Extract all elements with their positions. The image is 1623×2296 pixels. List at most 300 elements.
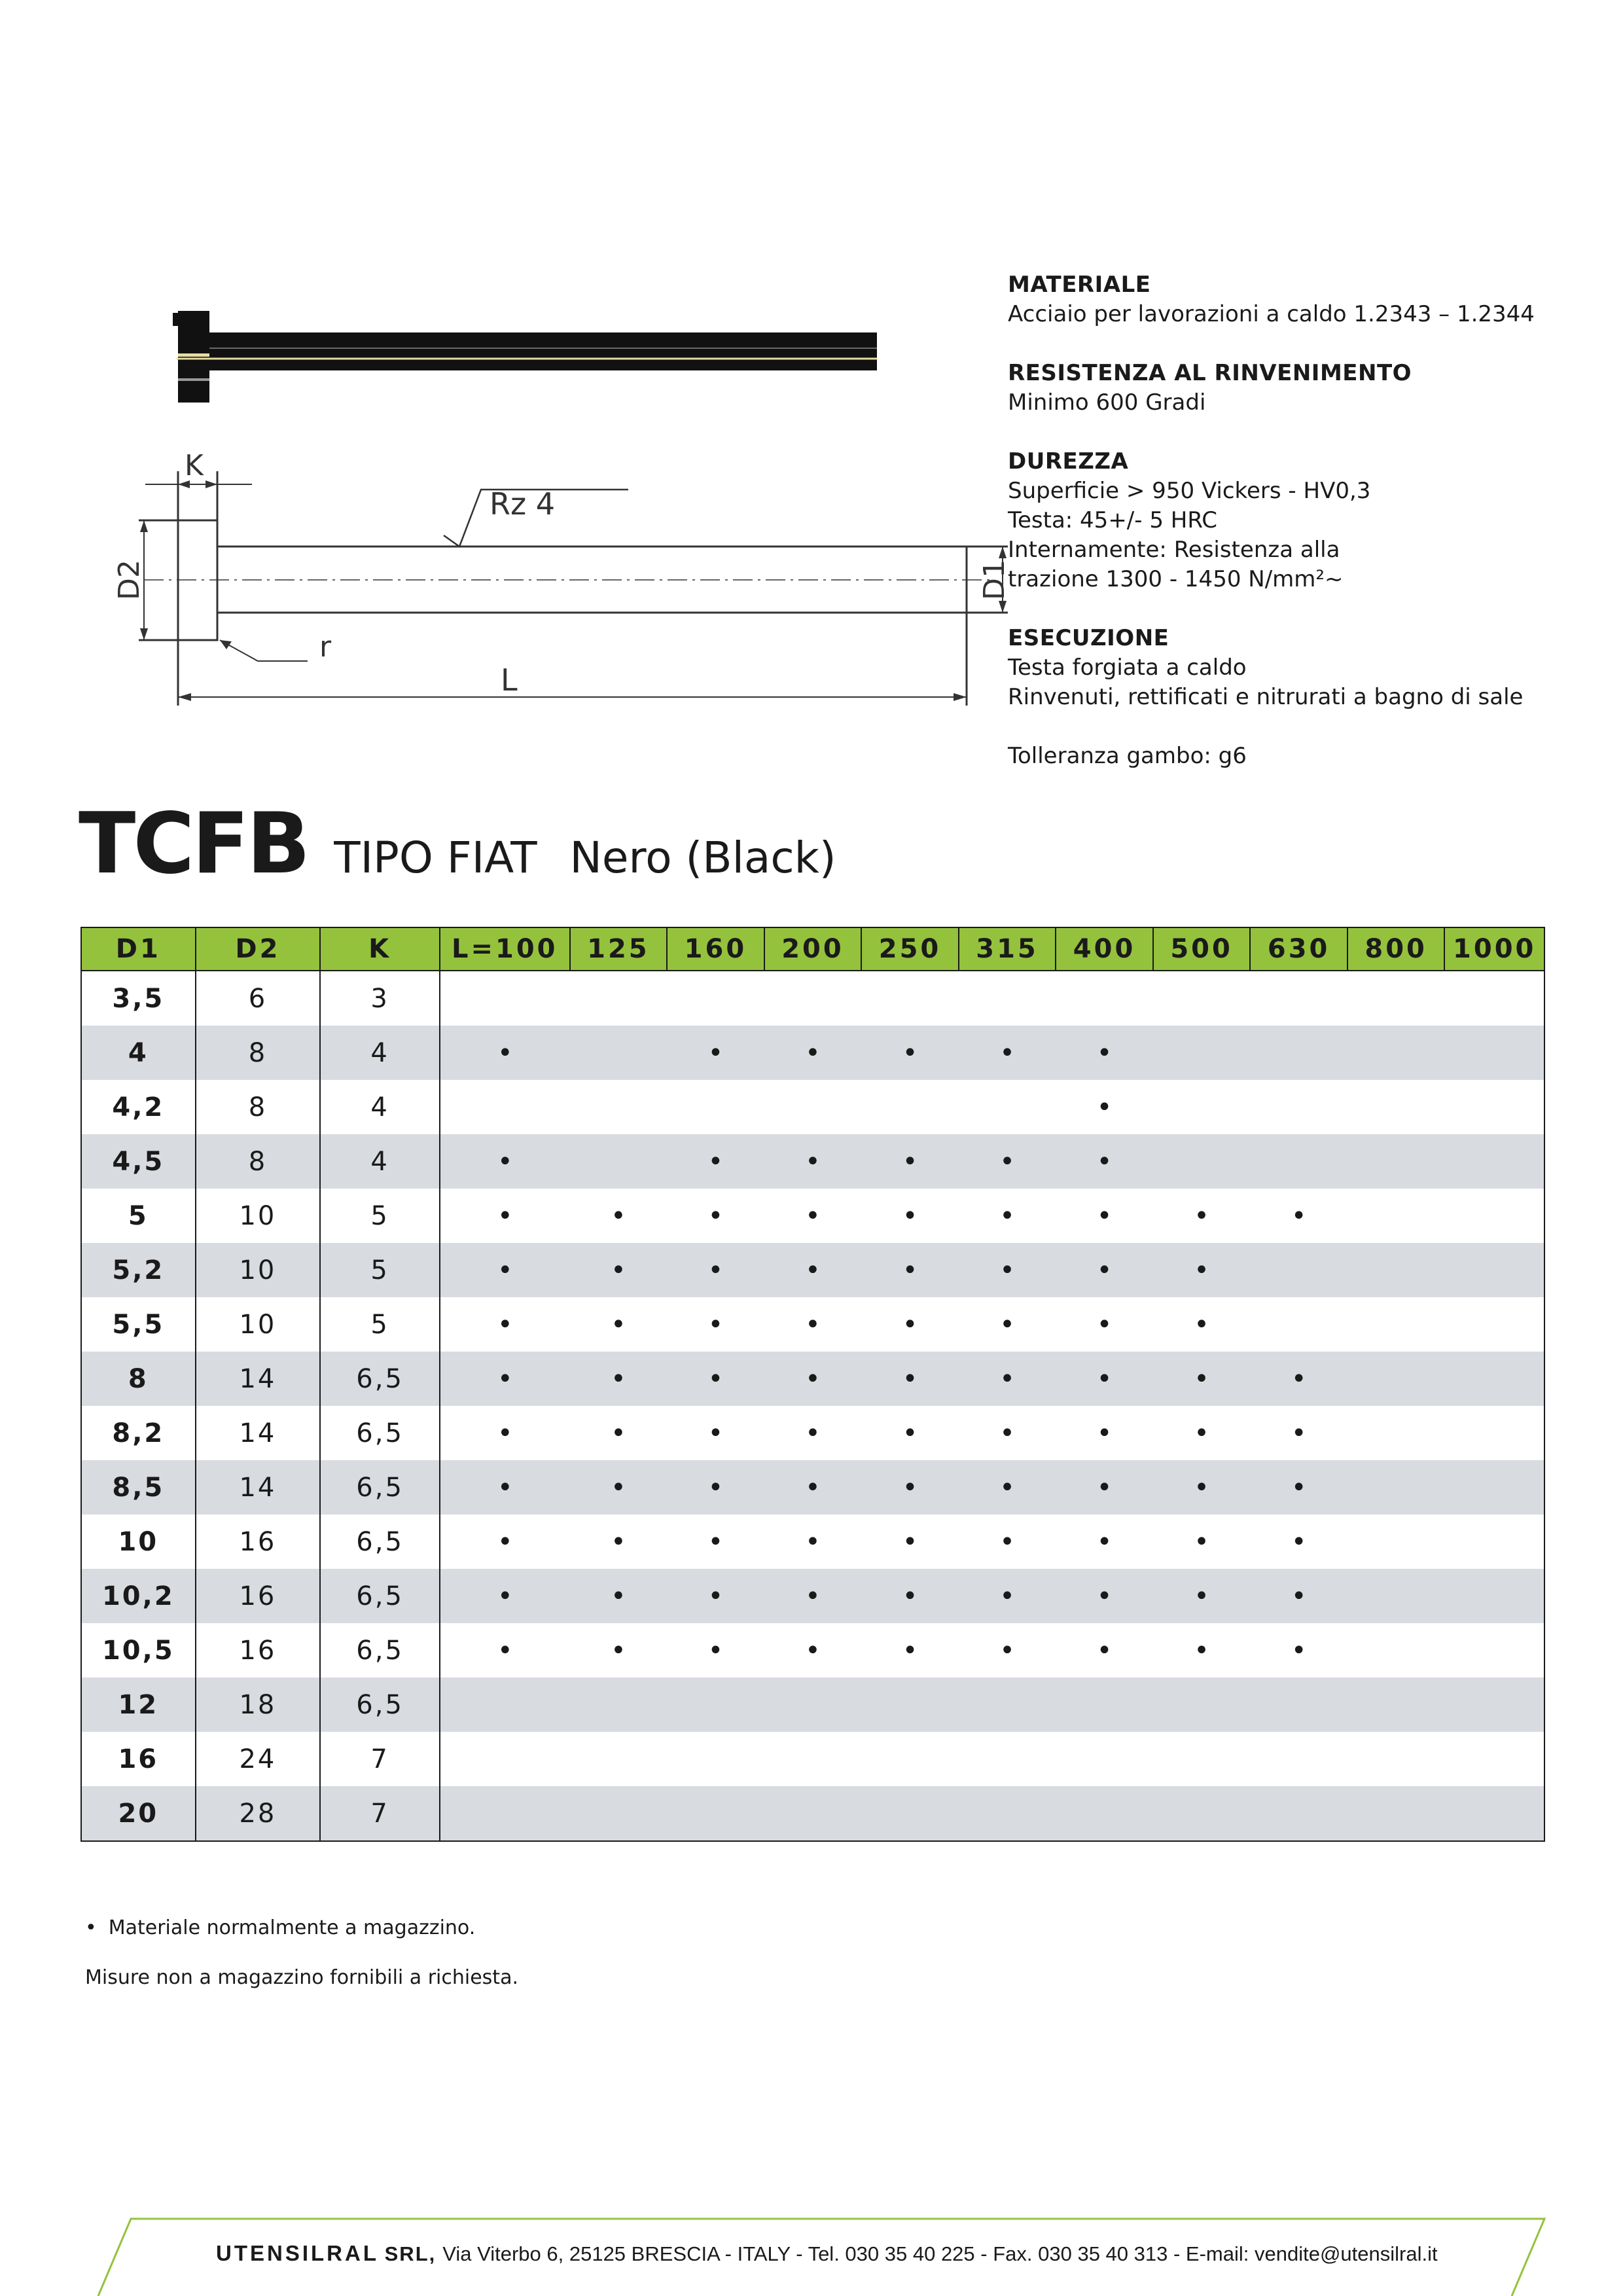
cell-d1: 20 bbox=[81, 1786, 196, 1841]
spec-title: ESECUZIONE bbox=[1008, 625, 1169, 651]
available-dot-icon: • bbox=[805, 1309, 821, 1340]
column-header: 200 bbox=[764, 927, 862, 971]
availability-cell bbox=[1153, 1080, 1251, 1134]
technical-drawing bbox=[98, 432, 1011, 726]
available-dot-icon: • bbox=[999, 1255, 1015, 1285]
table-row bbox=[81, 1677, 1544, 1732]
availability-cell bbox=[570, 1569, 668, 1623]
available-dot-icon: • bbox=[902, 1581, 918, 1611]
availability-cell bbox=[1153, 1297, 1251, 1352]
label-rz: Rz 4 bbox=[490, 486, 555, 522]
availability-cell bbox=[440, 1243, 570, 1297]
availability-cell bbox=[959, 971, 1056, 1026]
availability-cell bbox=[667, 1732, 764, 1786]
available-dot-icon: • bbox=[1194, 1472, 1209, 1503]
available-dot-icon: • bbox=[1194, 1581, 1209, 1611]
availability-cell bbox=[1056, 1460, 1153, 1515]
available-dot-icon: • bbox=[902, 1309, 918, 1340]
availability-cell bbox=[764, 1297, 862, 1352]
availability-cell bbox=[1056, 1569, 1153, 1623]
availability-cell bbox=[570, 1134, 668, 1189]
availability-cell bbox=[1444, 1297, 1544, 1352]
availability-cell bbox=[1347, 1515, 1445, 1569]
availability-cell bbox=[959, 1569, 1056, 1623]
spec-esecuzione bbox=[1008, 624, 1597, 712]
availability-cell bbox=[1444, 1515, 1544, 1569]
availability-cell bbox=[1347, 1732, 1445, 1786]
available-dot-icon: • bbox=[902, 1635, 918, 1666]
spec-title: DUREZZA bbox=[1008, 448, 1129, 475]
available-dot-icon: • bbox=[1096, 1472, 1113, 1503]
product-photo bbox=[170, 308, 890, 406]
cell-k: 6,5 bbox=[320, 1406, 440, 1460]
availability-cell bbox=[1153, 971, 1251, 1026]
availability-cell bbox=[861, 1732, 959, 1786]
availability-cell bbox=[440, 1677, 570, 1732]
available-dot-icon: • bbox=[497, 1526, 513, 1557]
availability-cell bbox=[764, 1515, 862, 1569]
available-dot-icon: • bbox=[497, 1146, 513, 1177]
spec-line: trazione 1300 - 1450 N/mm²~ bbox=[1008, 566, 1344, 592]
cell-d1: 8,2 bbox=[81, 1406, 196, 1460]
availability-cell bbox=[1056, 1134, 1153, 1189]
availability-cell bbox=[1347, 1243, 1445, 1297]
availability-cell bbox=[1250, 1352, 1347, 1406]
company-name: UTENSILRAL bbox=[216, 2241, 379, 2265]
available-dot-icon: • bbox=[707, 1363, 724, 1394]
column-header: D2 bbox=[196, 927, 321, 971]
available-dot-icon: • bbox=[611, 1255, 626, 1285]
available-dot-icon: • bbox=[497, 1472, 513, 1503]
available-dot-icon: • bbox=[999, 1363, 1015, 1394]
availability-cell bbox=[1444, 1243, 1544, 1297]
cell-d2: 8 bbox=[196, 1080, 321, 1134]
availability-cell bbox=[959, 1786, 1056, 1841]
availability-cell bbox=[570, 1677, 668, 1732]
availability-cell bbox=[1347, 1460, 1445, 1515]
availability-cell bbox=[570, 1732, 668, 1786]
spec-title: RESISTENZA AL RINVENIMENTO bbox=[1008, 360, 1412, 386]
column-header: 160 bbox=[667, 927, 764, 971]
availability-cell bbox=[1347, 1623, 1445, 1677]
available-dot-icon: • bbox=[1096, 1418, 1113, 1448]
cell-d2: 14 bbox=[196, 1406, 321, 1460]
cell-d1: 5,2 bbox=[81, 1243, 196, 1297]
table-row bbox=[81, 1460, 1544, 1515]
available-dot-icon: • bbox=[999, 1472, 1015, 1503]
column-header: 250 bbox=[861, 927, 959, 971]
available-dot-icon: • bbox=[902, 1472, 918, 1503]
availability-cell bbox=[861, 971, 959, 1026]
available-dot-icon: • bbox=[1096, 1309, 1113, 1340]
availability-cell bbox=[1153, 1569, 1251, 1623]
available-dot-icon: • bbox=[1291, 1526, 1307, 1557]
product-code: TCFB bbox=[79, 795, 308, 893]
available-dot-icon: • bbox=[805, 1255, 821, 1285]
spec-line: Minimo 600 Gradi bbox=[1008, 389, 1206, 416]
availability-cell bbox=[570, 1189, 668, 1243]
note-request: Misure non a magazzino fornibili a richiesta. bbox=[85, 1966, 518, 1989]
available-dot-icon: • bbox=[611, 1309, 626, 1340]
available-dot-icon: • bbox=[902, 1146, 918, 1177]
availability-cell bbox=[1056, 1786, 1153, 1841]
availability-cell bbox=[1347, 1080, 1445, 1134]
availability-cell bbox=[1250, 1134, 1347, 1189]
notes bbox=[85, 1903, 518, 2003]
availability-cell bbox=[1056, 971, 1153, 1026]
availability-cell bbox=[667, 1569, 764, 1623]
availability-cell bbox=[570, 1026, 668, 1080]
availability-cell bbox=[861, 1623, 959, 1677]
available-dot-icon: • bbox=[497, 1037, 513, 1068]
availability-cell bbox=[1444, 1134, 1544, 1189]
label-r: r bbox=[319, 630, 332, 664]
availability-cell bbox=[1250, 1406, 1347, 1460]
available-dot-icon: • bbox=[805, 1037, 821, 1068]
footer-contact bbox=[216, 2241, 1438, 2266]
availability-cell bbox=[667, 1623, 764, 1677]
available-dot-icon: • bbox=[611, 1635, 626, 1666]
availability-cell bbox=[959, 1623, 1056, 1677]
spec-line: Tolleranza gambo: g6 bbox=[1008, 743, 1247, 769]
availability-cell bbox=[1250, 1786, 1347, 1841]
availability-cell bbox=[1153, 1352, 1251, 1406]
column-header: 630 bbox=[1250, 927, 1347, 971]
availability-cell bbox=[1444, 1080, 1544, 1134]
cell-k: 6,5 bbox=[320, 1352, 440, 1406]
table-row bbox=[81, 1406, 1544, 1460]
table-row bbox=[81, 1026, 1544, 1080]
cell-d2: 14 bbox=[196, 1460, 321, 1515]
available-dot-icon: • bbox=[707, 1309, 724, 1340]
availability-cell bbox=[667, 971, 764, 1026]
cell-d1: 16 bbox=[81, 1732, 196, 1786]
cell-d1: 12 bbox=[81, 1677, 196, 1732]
availability-cell bbox=[764, 1786, 862, 1841]
availability-cell bbox=[959, 1515, 1056, 1569]
availability-cell bbox=[764, 1460, 862, 1515]
availability-cell bbox=[1347, 1297, 1445, 1352]
availability-cell bbox=[764, 1243, 862, 1297]
spec-line: Rinvenuti, rettificati e nitrurati a bagno di sale bbox=[1008, 684, 1524, 710]
cell-k: 3 bbox=[320, 971, 440, 1026]
availability-cell bbox=[1250, 1569, 1347, 1623]
availability-cell bbox=[764, 1732, 862, 1786]
note-stock bbox=[85, 1903, 518, 1953]
availability-table-wrap bbox=[80, 927, 1545, 1842]
availability-cell bbox=[861, 1134, 959, 1189]
table-row bbox=[81, 1515, 1544, 1569]
available-dot-icon: • bbox=[1291, 1200, 1307, 1231]
table-row bbox=[81, 1243, 1544, 1297]
available-dot-icon: • bbox=[1096, 1363, 1113, 1394]
spec-tolleranza bbox=[1008, 742, 1597, 771]
cell-d1: 4,2 bbox=[81, 1080, 196, 1134]
available-dot-icon: • bbox=[707, 1581, 724, 1611]
cell-k: 6,5 bbox=[320, 1623, 440, 1677]
availability-cell bbox=[1153, 1623, 1251, 1677]
specifications bbox=[1008, 270, 1597, 800]
availability-cell bbox=[1153, 1243, 1251, 1297]
availability-cell bbox=[1347, 1352, 1445, 1406]
available-dot-icon: • bbox=[1096, 1581, 1113, 1611]
availability-cell bbox=[861, 1080, 959, 1134]
availability-cell bbox=[440, 1732, 570, 1786]
cell-k: 5 bbox=[320, 1243, 440, 1297]
availability-cell bbox=[1153, 1677, 1251, 1732]
availability-cell bbox=[959, 1134, 1056, 1189]
availability-cell bbox=[667, 1352, 764, 1406]
available-dot-icon: • bbox=[611, 1200, 626, 1231]
available-dot-icon: • bbox=[707, 1146, 724, 1177]
cell-k: 4 bbox=[320, 1080, 440, 1134]
availability-cell bbox=[1250, 1515, 1347, 1569]
available-dot-icon: • bbox=[999, 1200, 1015, 1231]
availability-cell bbox=[440, 1786, 570, 1841]
available-dot-icon: • bbox=[707, 1472, 724, 1503]
available-dot-icon: • bbox=[902, 1526, 918, 1557]
available-dot-icon: • bbox=[999, 1146, 1015, 1177]
availability-cell bbox=[440, 1406, 570, 1460]
cell-d2: 10 bbox=[196, 1243, 321, 1297]
availability-cell bbox=[1347, 1134, 1445, 1189]
availability-cell bbox=[764, 971, 862, 1026]
availability-cell bbox=[1444, 1786, 1544, 1841]
cell-d2: 24 bbox=[196, 1732, 321, 1786]
table-row bbox=[81, 1134, 1544, 1189]
availability-cell bbox=[1056, 1406, 1153, 1460]
availability-cell bbox=[1444, 1026, 1544, 1080]
availability-cell bbox=[1250, 1080, 1347, 1134]
available-dot-icon: • bbox=[805, 1526, 821, 1557]
availability-cell bbox=[1056, 1623, 1153, 1677]
available-dot-icon: • bbox=[1096, 1255, 1113, 1285]
column-header: D1 bbox=[81, 927, 196, 971]
product-color: Nero (Black) bbox=[569, 833, 836, 883]
cell-d2: 16 bbox=[196, 1569, 321, 1623]
availability-cell bbox=[959, 1732, 1056, 1786]
cell-k: 4 bbox=[320, 1026, 440, 1080]
cell-k: 6,5 bbox=[320, 1569, 440, 1623]
available-dot-icon: • bbox=[707, 1418, 724, 1448]
availability-cell bbox=[959, 1677, 1056, 1732]
availability-cell bbox=[1250, 1243, 1347, 1297]
availability-cell bbox=[1056, 1515, 1153, 1569]
availability-cell bbox=[764, 1026, 862, 1080]
table-header-row bbox=[81, 927, 1544, 971]
available-dot-icon: • bbox=[805, 1472, 821, 1503]
availability-cell bbox=[570, 1080, 668, 1134]
availability-cell bbox=[1250, 1623, 1347, 1677]
label-d1: D1 bbox=[978, 560, 1011, 600]
table-row bbox=[81, 1732, 1544, 1786]
availability-cell bbox=[1250, 1677, 1347, 1732]
availability-cell bbox=[1056, 1677, 1153, 1732]
availability-cell bbox=[1444, 1732, 1544, 1786]
availability-table bbox=[80, 927, 1545, 1842]
available-dot-icon: • bbox=[497, 1200, 513, 1231]
availability-cell bbox=[1444, 1406, 1544, 1460]
availability-cell bbox=[570, 1786, 668, 1841]
availability-cell bbox=[1153, 1732, 1251, 1786]
availability-cell bbox=[1153, 1786, 1251, 1841]
cell-d2: 28 bbox=[196, 1786, 321, 1841]
available-dot-icon: • bbox=[902, 1363, 918, 1394]
availability-cell bbox=[667, 1406, 764, 1460]
availability-cell bbox=[667, 1189, 764, 1243]
column-header: 125 bbox=[570, 927, 668, 971]
column-header: 800 bbox=[1347, 927, 1445, 971]
availability-cell bbox=[1444, 1569, 1544, 1623]
cell-k: 4 bbox=[320, 1134, 440, 1189]
cell-d1: 5 bbox=[81, 1189, 196, 1243]
availability-cell bbox=[1444, 1623, 1544, 1677]
availability-cell bbox=[1250, 1732, 1347, 1786]
available-dot-icon: • bbox=[902, 1418, 918, 1448]
spec-line: Internamente: Resistenza alla bbox=[1008, 537, 1340, 563]
available-dot-icon: • bbox=[902, 1037, 918, 1068]
cell-d2: 18 bbox=[196, 1677, 321, 1732]
cell-d1: 10 bbox=[81, 1515, 196, 1569]
available-dot-icon: • bbox=[497, 1255, 513, 1285]
availability-cell bbox=[1444, 1460, 1544, 1515]
available-dot-icon: • bbox=[1194, 1255, 1209, 1285]
available-dot-icon: • bbox=[1291, 1635, 1307, 1666]
availability-cell bbox=[440, 1460, 570, 1515]
company-details: Via Viterbo 6, 25125 BRESCIA - ITALY - Tel. 030 35 40 225 - Fax. 030 35 40 313 - E-mail: vendite@utensilral.it bbox=[442, 2242, 1438, 2265]
available-dot-icon: • bbox=[805, 1418, 821, 1448]
cell-d2: 16 bbox=[196, 1515, 321, 1569]
column-header: 315 bbox=[959, 927, 1056, 971]
spec-line: Testa: 45+/- 5 HRC bbox=[1008, 507, 1218, 533]
availability-cell bbox=[764, 1189, 862, 1243]
availability-cell bbox=[861, 1297, 959, 1352]
availability-cell bbox=[861, 1677, 959, 1732]
availability-cell bbox=[764, 1569, 862, 1623]
cell-k: 5 bbox=[320, 1189, 440, 1243]
availability-cell bbox=[570, 1297, 668, 1352]
spec-materiale bbox=[1008, 270, 1597, 329]
availability-cell bbox=[667, 1080, 764, 1134]
product-heading bbox=[79, 795, 836, 893]
cell-d1: 10,5 bbox=[81, 1623, 196, 1677]
product-subtitle: TIPO FIAT bbox=[334, 833, 537, 883]
available-dot-icon: • bbox=[999, 1037, 1015, 1068]
availability-cell bbox=[570, 1515, 668, 1569]
available-dot-icon: • bbox=[497, 1309, 513, 1340]
availability-cell bbox=[764, 1080, 862, 1134]
availability-cell bbox=[440, 1569, 570, 1623]
footer bbox=[98, 2217, 1551, 2296]
availability-cell bbox=[764, 1134, 862, 1189]
availability-cell bbox=[1153, 1460, 1251, 1515]
spec-title: MATERIALE bbox=[1008, 272, 1151, 298]
cell-d1: 4,5 bbox=[81, 1134, 196, 1189]
cell-d2: 16 bbox=[196, 1623, 321, 1677]
availability-cell bbox=[1250, 1460, 1347, 1515]
label-l: L bbox=[501, 662, 518, 698]
available-dot-icon: • bbox=[707, 1200, 724, 1231]
availability-cell bbox=[861, 1515, 959, 1569]
column-header: 500 bbox=[1153, 927, 1251, 971]
availability-cell bbox=[764, 1406, 862, 1460]
availability-cell bbox=[667, 1026, 764, 1080]
availability-cell bbox=[1444, 971, 1544, 1026]
availability-cell bbox=[440, 1297, 570, 1352]
cell-d2: 8 bbox=[196, 1134, 321, 1189]
availability-cell bbox=[667, 1297, 764, 1352]
available-dot-icon: • bbox=[999, 1635, 1015, 1666]
available-dot-icon: • bbox=[707, 1255, 724, 1285]
cell-k: 7 bbox=[320, 1732, 440, 1786]
available-dot-icon: • bbox=[1194, 1309, 1209, 1340]
availability-cell bbox=[1250, 1297, 1347, 1352]
availability-cell bbox=[861, 1786, 959, 1841]
availability-cell bbox=[959, 1352, 1056, 1406]
table-row bbox=[81, 1623, 1544, 1677]
available-dot-icon: • bbox=[805, 1635, 821, 1666]
availability-cell bbox=[861, 1406, 959, 1460]
availability-cell bbox=[1347, 1677, 1445, 1732]
availability-cell bbox=[440, 971, 570, 1026]
table-row bbox=[81, 971, 1544, 1026]
availability-cell bbox=[667, 1460, 764, 1515]
table-row bbox=[81, 1080, 1544, 1134]
table-row bbox=[81, 1569, 1544, 1623]
available-dot-icon: • bbox=[1291, 1472, 1307, 1503]
availability-cell bbox=[667, 1515, 764, 1569]
availability-cell bbox=[667, 1243, 764, 1297]
availability-cell bbox=[440, 1134, 570, 1189]
label-k: K bbox=[185, 449, 204, 482]
availability-cell bbox=[570, 1460, 668, 1515]
cell-d2: 8 bbox=[196, 1026, 321, 1080]
available-dot-icon: • bbox=[1096, 1526, 1113, 1557]
available-dot-icon: • bbox=[497, 1363, 513, 1394]
availability-cell bbox=[570, 1623, 668, 1677]
available-dot-icon: • bbox=[497, 1635, 513, 1666]
available-dot-icon: • bbox=[805, 1363, 821, 1394]
available-dot-icon: • bbox=[999, 1581, 1015, 1611]
table-row bbox=[81, 1352, 1544, 1406]
cell-d1: 5,5 bbox=[81, 1297, 196, 1352]
availability-cell bbox=[1056, 1189, 1153, 1243]
available-dot-icon: • bbox=[611, 1363, 626, 1394]
availability-cell bbox=[959, 1080, 1056, 1134]
availability-cell bbox=[861, 1189, 959, 1243]
cell-d2: 10 bbox=[196, 1189, 321, 1243]
availability-cell bbox=[667, 1786, 764, 1841]
available-dot-icon: • bbox=[1194, 1418, 1209, 1448]
availability-cell bbox=[570, 1406, 668, 1460]
availability-cell bbox=[861, 1460, 959, 1515]
availability-cell bbox=[1347, 1786, 1445, 1841]
availability-cell bbox=[1444, 1189, 1544, 1243]
cell-d1: 8 bbox=[81, 1352, 196, 1406]
availability-cell bbox=[1056, 1026, 1153, 1080]
available-dot-icon: • bbox=[497, 1418, 513, 1448]
availability-cell bbox=[1444, 1352, 1544, 1406]
available-dot-icon: • bbox=[1291, 1418, 1307, 1448]
available-dot-icon: • bbox=[611, 1526, 626, 1557]
available-dot-icon: • bbox=[611, 1472, 626, 1503]
availability-cell bbox=[667, 1134, 764, 1189]
availability-cell bbox=[959, 1297, 1056, 1352]
availability-cell bbox=[959, 1026, 1056, 1080]
available-dot-icon: • bbox=[1291, 1363, 1307, 1394]
availability-cell bbox=[440, 1189, 570, 1243]
availability-cell bbox=[861, 1243, 959, 1297]
